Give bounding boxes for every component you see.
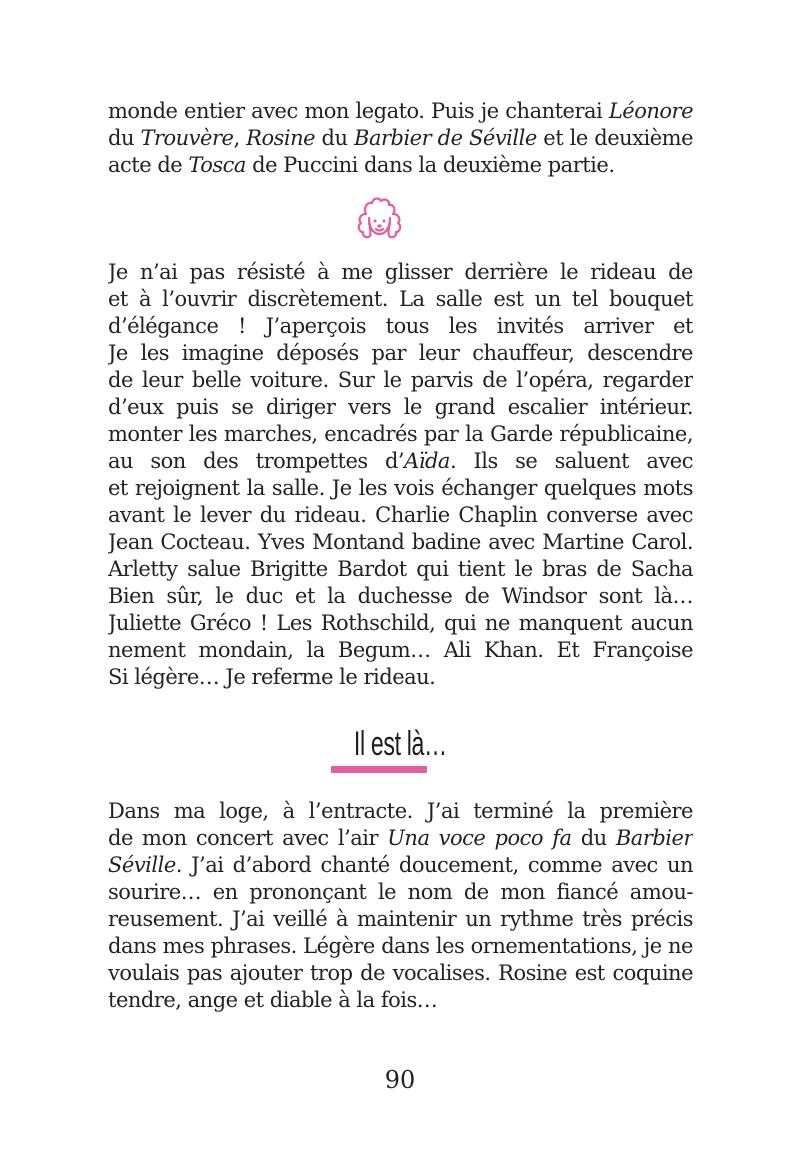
text-run: monde entier avec mon legato. Puis je chanterai bbox=[108, 99, 609, 123]
italic-text: Séville bbox=[108, 853, 176, 877]
paragraph-intro bbox=[108, 98, 693, 179]
text-line bbox=[108, 664, 693, 691]
text-line bbox=[108, 798, 693, 825]
text-line bbox=[108, 448, 693, 475]
text-run: . J’ai d’abord chanté doucement, comme avec un bbox=[175, 853, 693, 877]
poodle-icon bbox=[352, 194, 406, 244]
text-run: du bbox=[315, 126, 355, 150]
section-title: Il est là… bbox=[353, 725, 447, 763]
text-run: avant le lever du rideau. Charlie Chaplin converse avec bbox=[108, 503, 693, 527]
text-run: de leur belle voiture. Sur le parvis de l’opéra, regarder bbox=[108, 368, 693, 392]
text-line bbox=[108, 852, 693, 879]
text-run: Jean Cocteau. Yves Montand badine avec Martine Carol. bbox=[108, 530, 693, 554]
text-line bbox=[108, 933, 693, 960]
text-run: Juliette Gréco ! Les Rothschild, qui ne manquent aucun bbox=[108, 611, 693, 635]
text-line bbox=[108, 394, 693, 421]
text-line bbox=[108, 125, 693, 152]
text-run: Je les imagine déposés par leur chauffeur, descendre bbox=[108, 341, 693, 365]
text-run: sourire… en prononçant le nom de mon fiancé amou- bbox=[108, 880, 693, 904]
italic-text: Léonore bbox=[608, 99, 693, 123]
text-run: voulais pas ajouter trop de vocalises. Rosine est coquine bbox=[108, 961, 693, 985]
text-run: Dans ma loge, à l’entracte. J’ai terminé la première bbox=[108, 799, 693, 823]
text-run: nement mondain, la Begum… Ali Khan. Et Françoise bbox=[108, 638, 693, 662]
text-line bbox=[108, 610, 693, 637]
text-run: du bbox=[571, 826, 616, 850]
italic-text: Rosine bbox=[246, 126, 316, 150]
italic-text: Barbier bbox=[615, 826, 693, 850]
text-run: d’eux puis se diriger vers le grand escalier intérieur. bbox=[108, 395, 693, 419]
text-run: Arletty salue Brigitte Bardot qui tient le bras de Sacha bbox=[108, 557, 693, 581]
italic-text: Una voce poco fa bbox=[387, 826, 572, 850]
text-line bbox=[108, 367, 693, 394]
text-run: , bbox=[233, 126, 247, 150]
text-run: et le deuxième bbox=[536, 126, 693, 150]
text-run: tendre, ange et diable à la fois… bbox=[108, 988, 438, 1012]
text-line bbox=[108, 421, 693, 448]
text-run: . Ils se saluent avec bbox=[449, 449, 693, 473]
text-line bbox=[108, 259, 693, 286]
text-run: Bien sûr, le duc et la duchesse de Windsor sont là… bbox=[108, 584, 693, 608]
text-run: du bbox=[108, 126, 141, 150]
text-line bbox=[108, 825, 693, 852]
text-line bbox=[108, 475, 693, 502]
italic-text: Barbier de Séville bbox=[354, 126, 537, 150]
text-run: acte de bbox=[108, 153, 189, 177]
text-line bbox=[108, 960, 693, 987]
text-line bbox=[108, 987, 693, 1014]
text-run: au son des trompettes d’ bbox=[108, 449, 405, 473]
text-line bbox=[108, 879, 693, 906]
text-run: d’élégance ! J’aperçois tous les invités arriver et bbox=[108, 314, 693, 338]
text-line bbox=[108, 340, 693, 367]
section-heading bbox=[0, 724, 800, 764]
text-line bbox=[108, 529, 693, 556]
text-run: de Puccini dans la deuxième partie. bbox=[245, 153, 615, 177]
section-underline bbox=[331, 766, 427, 773]
text-line bbox=[108, 286, 693, 313]
text-line bbox=[108, 637, 693, 664]
text-run: dans mes phrases. Légère dans les ornementations, je ne bbox=[108, 934, 693, 958]
text-line bbox=[108, 556, 693, 583]
text-run: Si légère… Je referme le rideau. bbox=[108, 665, 436, 689]
text-line bbox=[108, 906, 693, 933]
text-run: monter les marches, encadrés par la Garde républicaine, bbox=[108, 422, 693, 446]
text-line bbox=[108, 502, 693, 529]
text-line bbox=[108, 583, 693, 610]
text-run: et à l’ouvrir discrètement. La salle est un tel bouquet bbox=[108, 287, 693, 311]
text-run: de mon concert avec l’air bbox=[108, 826, 388, 850]
italic-text: Aïda bbox=[404, 449, 450, 473]
text-line bbox=[108, 98, 693, 125]
paragraph-curtain bbox=[108, 259, 693, 691]
text-run: et rejoignent la salle. Je les vois échanger quelques mots bbox=[108, 476, 693, 500]
page-number: 90 bbox=[384, 1066, 416, 1094]
text-run: reusement. J’ai veillé à maintenir un rythme très précis bbox=[108, 907, 693, 931]
text-line bbox=[108, 152, 693, 179]
italic-text: Tosca bbox=[188, 153, 246, 177]
italic-text: Trouvère bbox=[140, 126, 234, 150]
text-run: Je n’ai pas résisté à me glisser derrière le rideau de bbox=[108, 260, 693, 284]
paragraph-dressing-room bbox=[108, 798, 693, 1014]
text-line bbox=[108, 313, 693, 340]
